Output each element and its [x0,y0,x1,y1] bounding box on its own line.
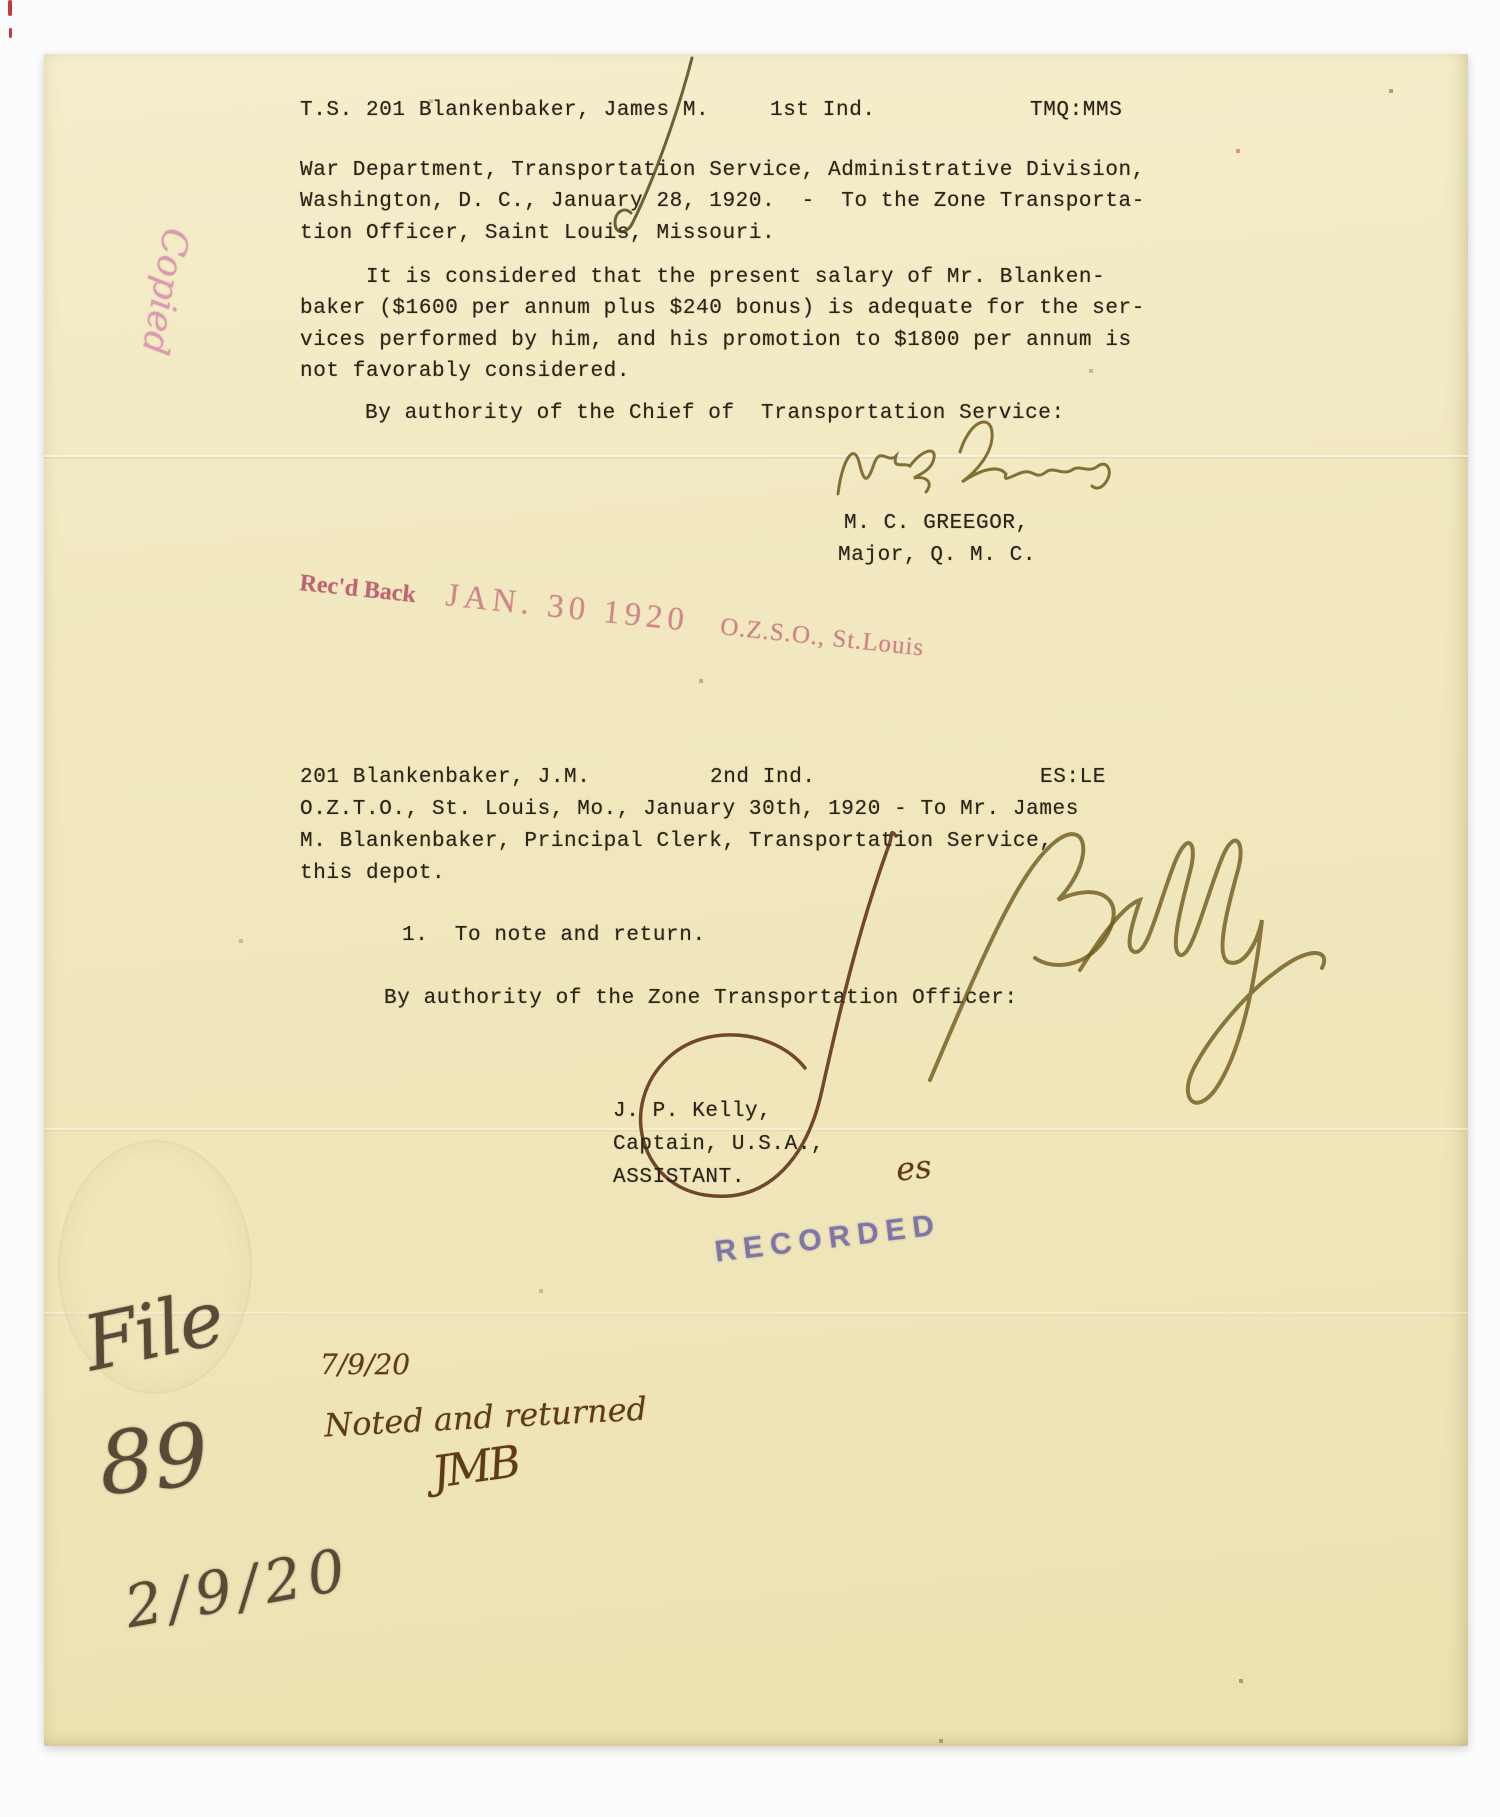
paper-specks [84,94,86,96]
first-indorsement-label: 1st Ind. [770,99,876,122]
first-heading-line: War Department, Transportation Service, Administrative Division, [300,159,1145,182]
noted-returned-annotation: Noted and returned [323,1389,648,1445]
second-signed-position: ASSISTANT. [613,1166,746,1189]
monogram-annotation: JMB [428,1436,522,1499]
second-office-initials: ES:LE [1040,766,1107,789]
file-annotation: File [76,1272,231,1389]
second-indorsement-reference: 201 Blankenbaker, J.M. [300,766,591,789]
scanner-edge-mark [9,28,12,38]
copied-stamp: Copied [133,224,196,359]
second-signed-title: Captain, U.S.A., [613,1133,825,1156]
scribble-annotation: 89 [94,1404,214,1516]
ink-date-annotation: 7/9/20 [320,1348,411,1381]
first-indorsement-reference: T.S. 201 Blankenbaker, James M. [300,99,710,122]
second-heading-line: O.Z.T.O., St. Louis, Mo., January 30th, 1920 - To Mr. James [300,798,1079,821]
stamp-office: O.Z.S.O., St.Louis [719,613,926,662]
first-signed-name: M. C. GREEGOR, [844,512,1029,535]
second-heading-line: M. Blankenbaker, Principal Clerk, Transportation Service, [300,830,1053,853]
second-indorsement-label: 2nd Ind. [710,766,816,789]
first-heading-line: tion Officer, Saint Louis, Missouri. [300,222,776,245]
first-signed-title: Major, Q. M. C. [838,544,1037,567]
greegor-signature [814,412,1134,512]
paper-crease [44,1312,1468,1314]
first-body-line: baker ($1600 per annum plus $240 bonus) is adequate for the ser- [300,297,1145,320]
received-back-stamp [298,562,926,664]
first-body-line: It is considered that the present salary of Mr. Blanken- [300,266,1106,289]
first-body-line: not favorably considered. [300,360,631,383]
second-signed-name: J. P. Kelly, [613,1100,772,1123]
paper-crease [44,455,1468,457]
second-heading-line: this depot. [300,862,446,885]
stamp-date: JAN. 30 1920 [444,577,691,639]
first-authority-line: By authority of the Chief of Transportation Service: [365,402,1065,425]
clerk-initials: es [894,1147,934,1189]
second-authority-line: By authority of the Zone Transportation Officer: [384,987,1018,1010]
paper-sheet [44,54,1468,1746]
pen-check-mark [584,54,764,264]
scanner-edge-mark [8,0,12,16]
first-body-line: vices performed by him, and his promotion to $1800 per annum is [300,329,1132,352]
first-heading-line: Washington, D. C., January 28, 1920. - To the Zone Transporta- [300,190,1145,213]
second-item-line: 1. To note and return. [402,924,706,947]
first-office-initials: TMQ:MMS [1030,99,1123,122]
stamp-prefix: Rec'd Back [298,570,418,609]
pencil-date-annotation: 2/9/20 [119,1534,357,1642]
recorded-stamp: RECORDED [712,1208,943,1269]
